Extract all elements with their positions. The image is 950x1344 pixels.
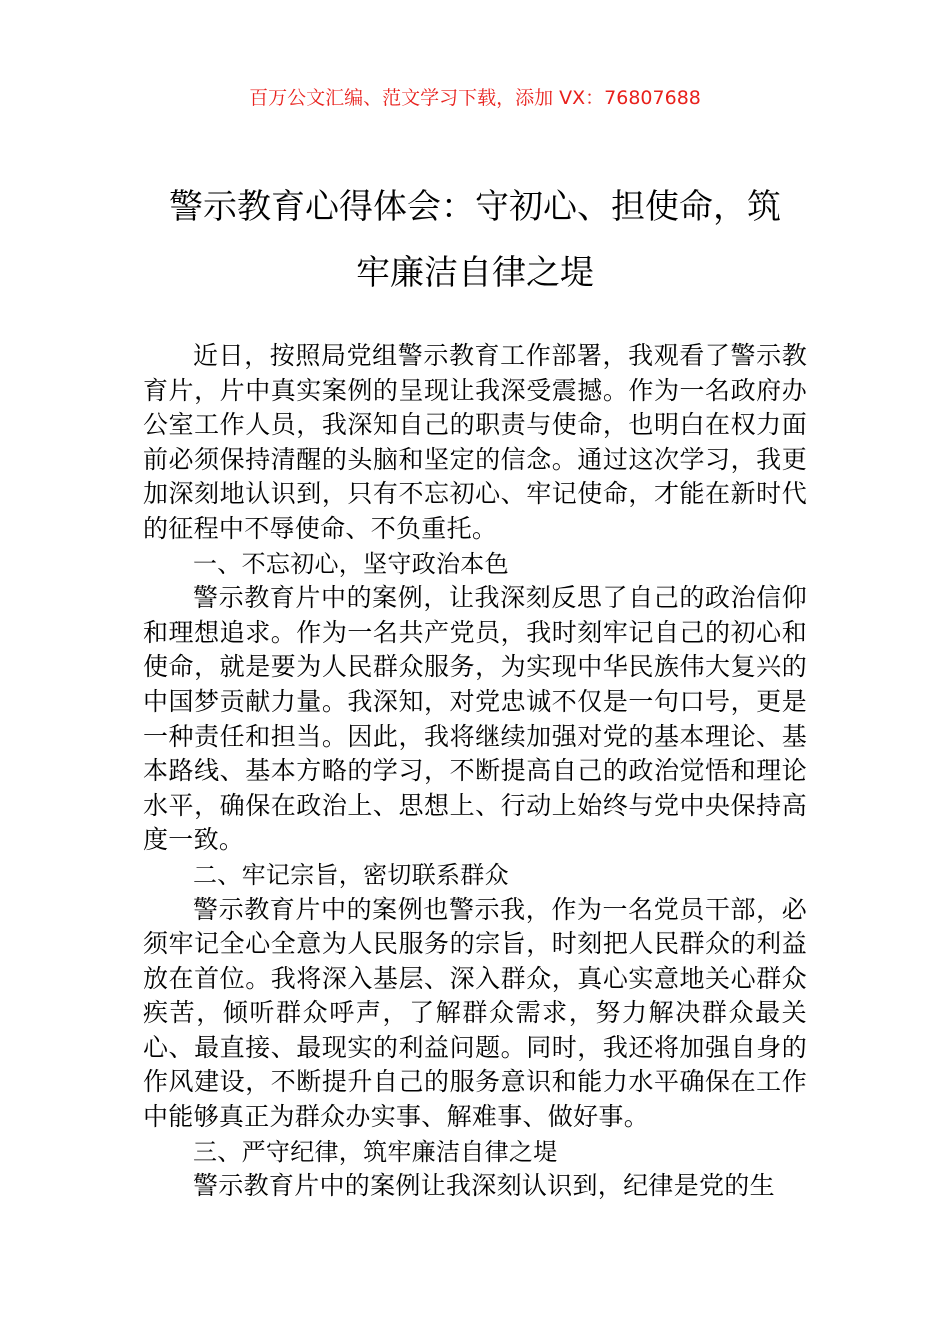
section-3-paragraph: 警示教育片中的案例让我深刻认识到，纪律是党的生 [193,1171,775,1201]
section-1-paragraph: 警示教育片中的案例，让我深刻反思了自己的政治信仰和理想追求。作为一名共产党员，我时刻牢记自己的初心和使命，就是要为人民群众服务，为实现中华民族伟大复兴的中国梦贡献力量。我深知，对党忠诚不仅是一句口号，更是一种责任和担当。因此，我将继续加强对党的基本理论、基本路线、基本方略的学习，不断提高自己的政治觉悟和理论水平，确保在政治上、思想上、行动上始终与党中央保持高度一致。 [143,583,807,855]
section-1-heading: 一、不忘初心，坚守政治本色 [193,549,509,578]
watermark-header: 百万公文汇编、范文学习下载，添加 VX：76807688 [249,87,701,109]
section-2-heading: 二、牢记宗旨，密切联系群众 [193,860,509,889]
title-line-2: 牢廉洁自律之堤 [356,253,594,293]
section-3-heading: 三、严守纪律，筑牢廉洁自律之堤 [193,1137,558,1166]
document-title [140,174,810,306]
section-2-paragraph: 警示教育片中的案例也警示我，作为一名党员干部，必须牢记全心全意为人民服务的宗旨，时刻把人民群众的利益放在首位。我将深入基层、深入群众，真心实意地关心群众疾苦，倾听群众呼声，了解群众需求，努力解决群众最关心、最直接、最现实的利益问题。同时，我还将加强自身的作风建设，不断提升自己的服务意识和能力水平确保在工作中能够真正为群众办实事、解难事、做好事。 [143,894,807,1132]
document-body [143,339,807,1204]
intro-paragraph: 近日，按照局党组警示教育工作部署，我观看了警示教育片，片中真实案例的呈现让我深受震撼。作为一名政府办公室工作人员，我深知自己的职责与使命，也明白在权力面前必须保持清醒的头脑和坚定的信念。通过这次学习，我更加深刻地认识到，只有不忘初心、牢记使命，才能在新时代的征程中不辱使命、不负重托。 [143,341,807,543]
title-line-1: 警示教育心得体会：守初心、担使命，筑 [169,187,781,227]
